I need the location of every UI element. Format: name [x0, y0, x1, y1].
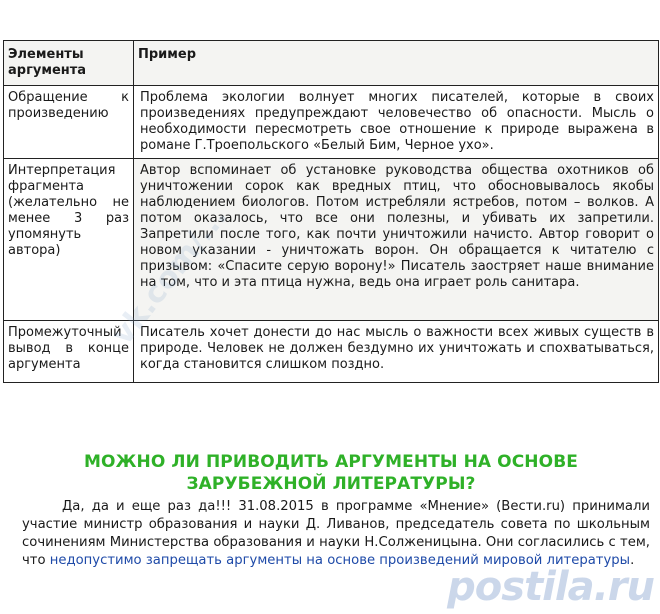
row-example-cell: Проблема экологии волнует многих писателей, которые в своих произведениях предупреждают человечество об опасности. Мысль о необходимости пересмотреть свое отношение к природе выражена в романе Г.Троепольского «Белый Бим, Черное ухо».	[134, 86, 659, 159]
row-element-cell: Обращение к произведению	[4, 86, 134, 159]
column-header-example: Пример	[134, 41, 659, 86]
section-paragraph	[22, 498, 650, 570]
column-header-elements: Элементы аргумента	[4, 41, 134, 86]
paragraph-highlight-link[interactable]: недопустимо запрещать аргументы на основе произведений мировой литературы	[49, 553, 631, 568]
section-heading: МОЖНО ЛИ ПРИВОДИТЬ АРГУМЕНТЫ НА ОСНОВЕ ЗАРУБЕЖНОЙ ЛИТЕРАТУРЫ?	[84, 452, 578, 494]
row-element-cell: Интерпретация фрагмента (желательно не менее 3 раз упомянуть автора)	[4, 159, 134, 321]
table-row	[4, 159, 659, 321]
row-example-cell: Писатель хочет донести до нас мысль о важности всех живых существ в природе. Человек не должен бездумно их уничтожать и спохватываться, когда становится слишком поздно.	[134, 321, 659, 383]
row-element-cell: Промежуточный вывод в конце аргумента	[4, 321, 134, 383]
row-example-cell: Автор вспоминает об установке руководства общества охотников об уничтожении сорок как вредных птиц, что обосновывалось якобы наблюдением биологов. Потом истребляли ястребов, потом – волков. А потом оказалось, что все они полезны, и убивать их запретили. Запретили после того, как почти уничтожили начисто. Автор говорит о новом указании - уничтожать ворон. Он обращается к читателю с призывом: «Спасите серую ворону!» Писатель заостряет наше внимание на том, что и эта птица нужна, ведь она играет роль санитара.	[134, 159, 659, 321]
table-row	[4, 86, 659, 159]
argument-elements-table	[3, 40, 659, 383]
paragraph-text: Да, да и еще раз да!!! 31.08.2015 в программе «Мнение» (Вести.ru) принимали участие министр образования и науки Д. Ливанов, председатель совета по школьным сочинениям Министерства образования и науки Н.Солженицына. Они согласились с тем, что	[22, 499, 650, 568]
paragraph-end: .	[630, 553, 635, 568]
postila-watermark: postila.ru	[447, 564, 654, 610]
table-row	[4, 321, 659, 383]
table-header-row	[4, 41, 659, 86]
